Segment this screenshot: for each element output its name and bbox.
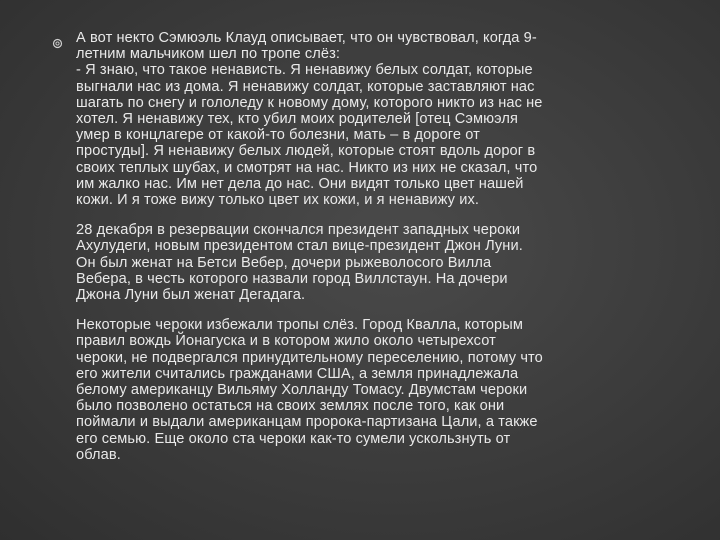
slide-text-body — [76, 30, 624, 463]
paragraph-western-cherokee-president: 28 декабря в резервации скончался президент западных чероки Ахулудеги, новым президентом стал вице-президент Джон Луни. Он был женат на Бетси Вебер, дочери рыжеволосого Вилла Вебера, в честь которого назвали город Виллстаун. На дочери Джона Луни был женат Дегадага. — [76, 222, 523, 304]
paragraph-cherokee-escaped-trail: Некоторые чероки избежали тропы слёз. Город Квалла, которым правил вождь Йонагуска и в котором жило около четырехсот чероки, не подвергался принудительному переселению, потому что его жители считались гражданами США, а земля принадлежала белому американцу Вильяму Холланду Томасу. Двумстам чероки было позволено остаться на своих землях после того, как они поймали и выдали американцам пророка-партизана Цали, а также его семью. Еще около ста чероки как-то сумели ускользнуть от облав. — [76, 317, 543, 463]
hollow-circle-bullet-icon — [52, 38, 63, 49]
paragraph-samuel-cloud-quote: А вот некто Сэмюэль Клауд описывает, что он чувствовал, когда 9- летним мальчиком шел по тропе слёз: - Я знаю, что такое ненависть. Я ненавижу белых солдат, которые выгнали нас из дома. Я ненавижу солдат, которые заставляют нас шагать по снегу и гололеду к новому дому, которого никто из нас не хотел. Я ненавижу тех, кто убил моих родителей [отец Сэмюэля умер в концлагере от какой-то болезни, мать – в дороге от простуды]. Я ненавижу белых людей, которые стоят вдоль дорог в своих теплых шубах, и смотрят на нас. Никто из них не сказал, что им жалко нас. Им нет дела до нас. Они видят только цвет нашей кожи. И я тоже вижу только цвет их кожи, и я ненавижу их. — [76, 30, 543, 209]
